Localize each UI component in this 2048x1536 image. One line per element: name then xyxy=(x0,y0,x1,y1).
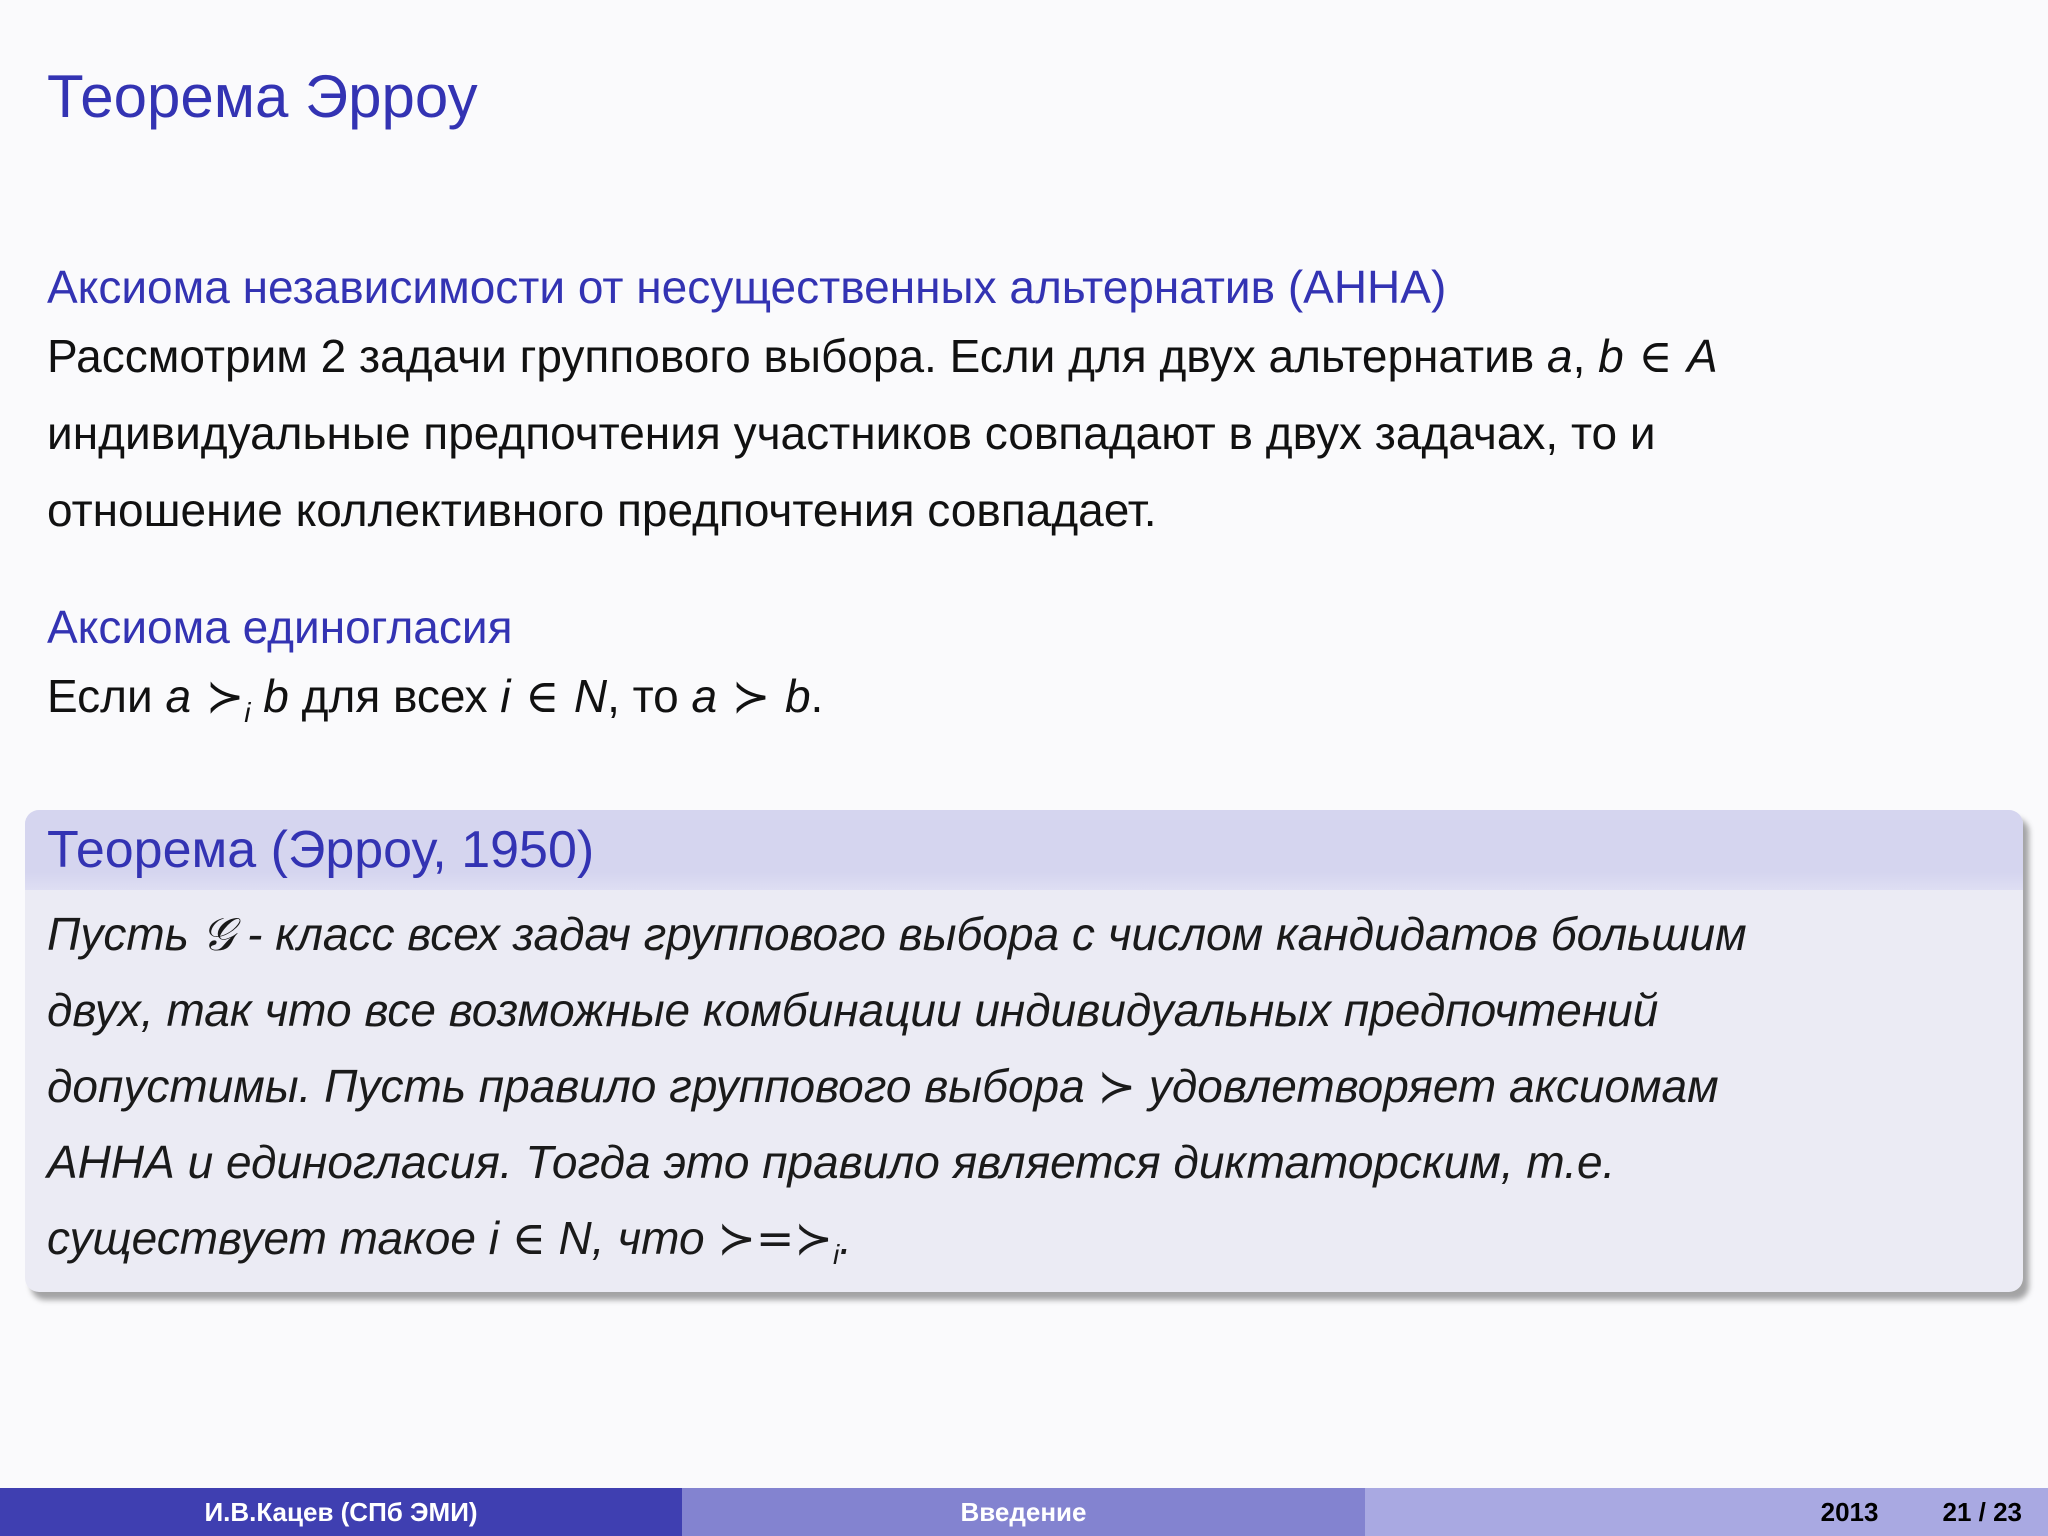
axiom-iia-line-1 xyxy=(47,318,2007,395)
footer-date: 2013 xyxy=(1820,1496,1879,1527)
theorem-text: Пусть xyxy=(47,908,202,960)
theorem-line-4: АННА и единогласия. Тогда это правило является диктаторским, т.е. xyxy=(47,1136,1616,1188)
footer-bar xyxy=(0,1488,2048,1536)
footer-section-text: Введение xyxy=(960,1496,1087,1527)
math-var-a: a xyxy=(1547,330,1573,382)
unanimity-if-text: Если xyxy=(47,670,166,722)
theorem-body xyxy=(25,890,2023,1292)
math-period: . xyxy=(810,670,824,722)
theorem-line-5 xyxy=(47,1200,2001,1292)
theorem-text: существует такое i xyxy=(47,1212,512,1264)
footer-section xyxy=(682,1488,1365,1536)
math-var-a: a xyxy=(165,670,192,722)
theorem-line-2: двух, так что все возможные комбинации индивидуальных предпочтений xyxy=(47,984,1659,1036)
axiom-iia-line-3: отношение коллективного предпочтения совпадает. xyxy=(47,484,1157,536)
math-comma: , xyxy=(1572,330,1599,382)
math-succ-symbol: ≻ xyxy=(191,669,245,723)
theorem-block xyxy=(25,810,2023,1292)
axiom-unanimity-block xyxy=(47,596,2007,751)
math-subscript-i: i xyxy=(244,697,251,728)
math-period: . xyxy=(839,1212,852,1264)
math-var-b: b xyxy=(1598,330,1624,382)
theorem-text: допустимы. Пусть правило группового выбора xyxy=(47,1060,1098,1112)
axiom-iia-body xyxy=(47,318,2007,549)
axiom-iia-text-1: Рассмотрим 2 задачи группового выбора. Если для двух альтернатив xyxy=(47,330,1547,382)
theorem-title: Теорема (Эрроу, 1950) xyxy=(25,810,2023,890)
math-dictator-relation: ≻=≻ xyxy=(717,1211,833,1265)
axiom-unanimity-body xyxy=(47,658,2007,751)
footer-author-text: И.В.Кацев (СПб ЭМИ) xyxy=(204,1496,478,1527)
math-var-i: i xyxy=(500,670,511,722)
theorem-line-1 xyxy=(47,896,2001,972)
slide-title: Теорема Эрроу xyxy=(47,63,478,130)
math-script-g: 𝒢 xyxy=(201,907,235,961)
axiom-iia-block xyxy=(47,256,2007,549)
math-var-a: a xyxy=(691,670,718,722)
theorem-line-3 xyxy=(47,1048,2001,1124)
theorem-text: N, что xyxy=(545,1212,718,1264)
unanimity-then-text: , то xyxy=(607,670,692,722)
axiom-iia-title: Аксиома независимости от несущественных альтернатив (АННА) xyxy=(47,261,1447,313)
math-in-symbol: ∈ xyxy=(511,1211,546,1265)
axiom-unanimity-title: Аксиома единогласия xyxy=(47,601,513,653)
math-succ-symbol: ≻ xyxy=(717,669,785,723)
math-in-symbol: ∈ xyxy=(510,669,574,723)
footer-author xyxy=(0,1488,682,1536)
math-var-b: b xyxy=(784,670,811,722)
footer-info xyxy=(1365,1488,2048,1536)
theorem-text: удовлетворяет аксиомам xyxy=(1136,1060,1719,1112)
theorem-text: - класс всех задач группового выбора с числом кандидатов большим xyxy=(234,908,1747,960)
math-in-symbol: ∈ xyxy=(1623,329,1688,383)
footer-page-number: 21 / 23 xyxy=(1942,1496,2022,1527)
math-subscript-i: i xyxy=(832,1239,840,1270)
math-succ-symbol: ≻ xyxy=(1097,1059,1137,1113)
math-set-n: N xyxy=(573,670,608,722)
axiom-iia-line-2: индивидуальные предпочтения участников совпадают в двух задачах, то и xyxy=(47,407,1656,459)
math-var-b: b xyxy=(250,670,289,722)
unanimity-for-all-text: для всех xyxy=(288,670,501,722)
math-set-a: A xyxy=(1687,330,1718,382)
